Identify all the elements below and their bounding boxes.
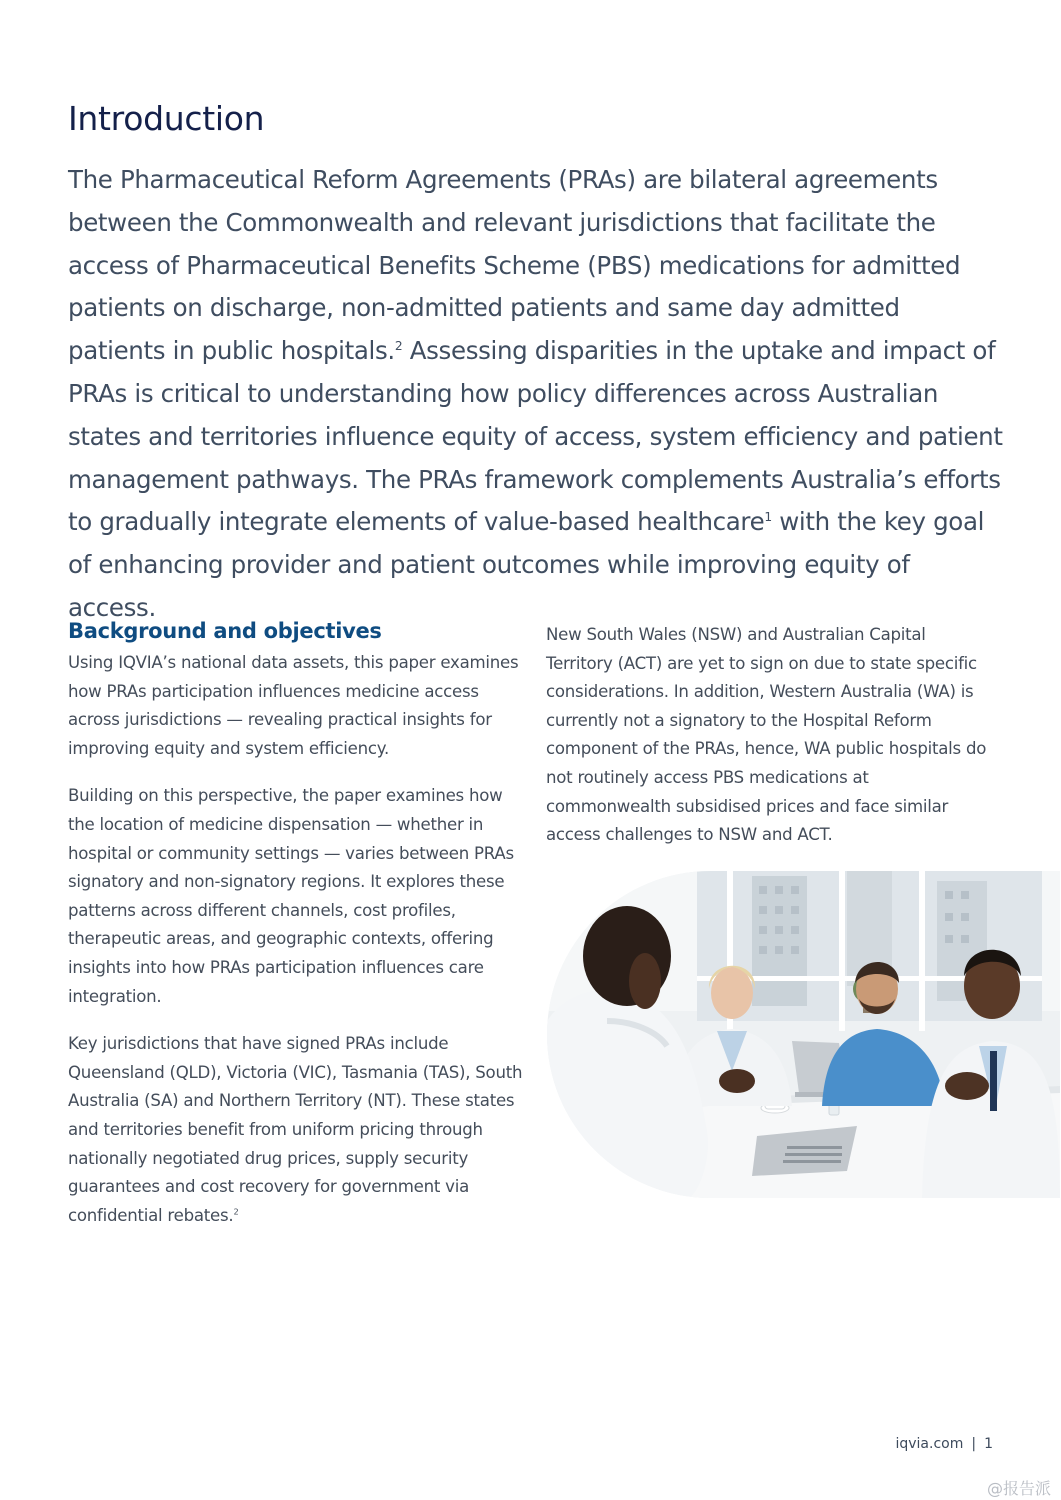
body-paragraph-3: [68, 1030, 526, 1230]
body-paragraph-1: Using IQVIA’s national data assets, this paper examines how PRAs participation influences medicine access across jurisdictions — revealing practical insights for improving equity and system efficiency.: [68, 653, 519, 758]
left-column: [68, 649, 526, 1230]
footnote-ref: 2: [394, 339, 403, 354]
intro-text-b: Assessing disparities in the uptake and impact of PRAs is critical to understanding how policy differences across Australian states and territories influence equity of access, system efficiency and patient management pathways. The PRAs framework complements Australia’s efforts to gradually integrate elements of value-based healthcare: [68, 336, 1003, 537]
body-paragraph-2: Building on this perspective, the paper examines how the location of medicine dispensation — whether in hospital or community settings — varies between PRAs signatory and non-signatory regions. It explores these patterns across different channels, cost profiles, therapeutic areas, and geographic contexts, offering insights into how PRAs participation influences care integration.: [68, 786, 514, 1006]
page-number: 1: [984, 1436, 993, 1452]
section-heading-background: Background and objectives: [68, 619, 382, 643]
footnote-ref: 1: [764, 510, 772, 525]
footer-separator: |: [971, 1436, 977, 1452]
footnote-ref: 2: [233, 1206, 239, 1217]
footer-site: iqvia.com: [895, 1436, 964, 1452]
meeting-photo: [547, 871, 1060, 1198]
meeting-photo-illustration: [547, 871, 1060, 1198]
body-paragraph-3-text: Key jurisdictions that have signed PRAs include Queensland (QLD), Victoria (VIC), Tasmania (TAS), South Australia (SA) and Northern Territory (NT). These states and territories benefit from uniform pricing through nationally negotiated drug prices, supply security guarantees and cost recovery for government via confidential rebates.: [68, 1034, 523, 1225]
right-column: [546, 621, 996, 850]
watermark: @报告派: [986, 1479, 1051, 1498]
page-footer: [895, 1436, 993, 1452]
intro-text-c: with the key goal of enhancing provider and patient outcomes while improving equity of access.: [68, 507, 985, 622]
intro-paragraph: [68, 159, 1003, 630]
intro-text-a: The Pharmaceutical Reform Agreements (PRAs) are bilateral agreements between the Commonwealth and relevant jurisdictions that facilitate the access of Pharmaceutical Benefits Scheme (PBS) medications for admitted patients on discharge, non-admitted patients and same day admitted patients in public hospitals.: [68, 165, 961, 366]
page-title: Introduction: [68, 99, 265, 138]
body-paragraph-4: New South Wales (NSW) and Australian Capital Territory (ACT) are yet to sign on due to state specific considerations. In addition, Western Australia (WA) is currently not a signatory to the Hospital Reform component of the PRAs, hence, WA public hospitals do not routinely access PBS medications at commonwealth subsidised prices and face similar access challenges to NSW and ACT.: [546, 625, 987, 845]
